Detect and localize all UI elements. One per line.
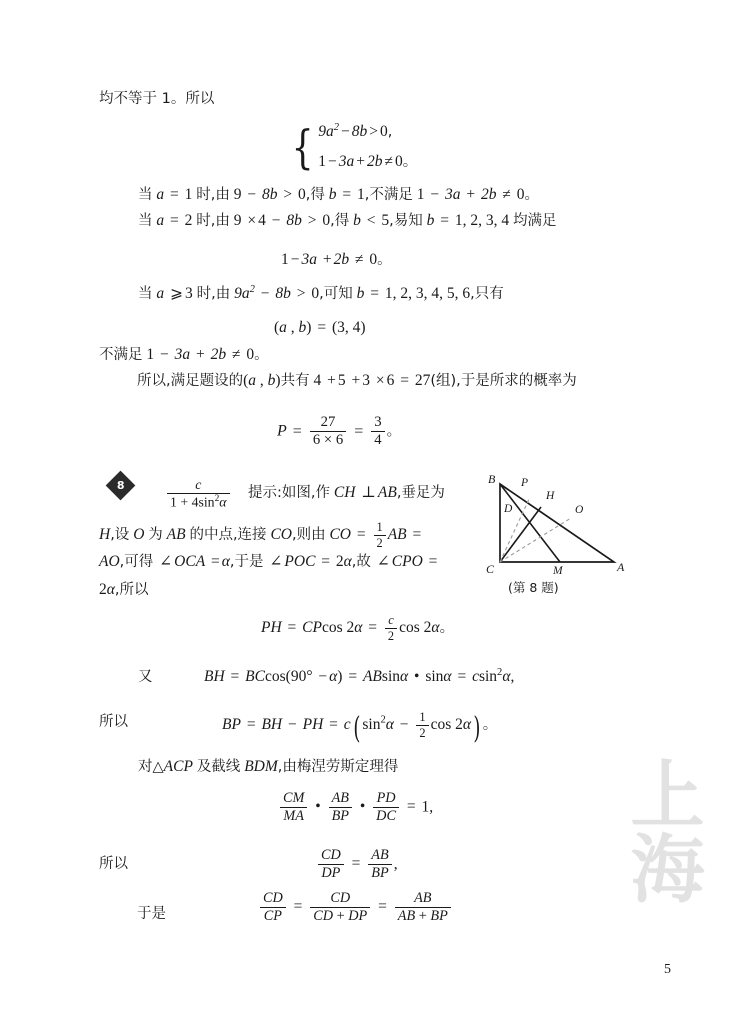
label-p: P [521,477,529,489]
equation-cd-dp: $\frac{CD}{DP}$ = $\frac{AB}{BP}$ , [316,847,398,882]
page-number: 5 [664,962,671,977]
problem-number-marker [106,471,136,501]
hint-line-4: 2α,所以 [99,581,149,598]
line-not-satisfy: 不满足 1 − 3a + 2b ≠ 0。 [99,346,269,363]
problem-number-label: 8 [116,479,125,492]
label-suoyi-1: 所以 [99,714,128,730]
label-you: 又 [138,669,153,685]
segment-c-to-p [500,507,541,562]
display-equation-2: (a , b) = (3, 4) [274,319,366,336]
hint-line-3: AO,可得 ∠ OCA = α,于是 ∠ POC = 2α,故 ∠ CPO = [99,553,438,570]
geometry-figure [478,470,628,580]
triangle-bca [500,484,614,562]
hint-line-1: 提示:如图,作 CH ⊥ AB,垂足为 [248,484,445,501]
label-c: C [486,562,495,575]
equation-bp: BP = BH − PH = c( $\sin^2\alpha$ − $\frac{1}{2}$ cos 2α) 。 [222,710,498,746]
equation-cd-cp: $\frac{CD}{CP}$ = $\frac{CD}{CD + DP}$ = $\frac{AB}{AB + BP}$ [258,890,453,925]
case-line-3: 当 a ⩾ 3 时,由 $9a^2 - 8b > 0$,可知 b = 1, 2, 3, 4, 5, 6,只有 [138,284,504,303]
line-menelaus-intro: 对△ACP 及截线 BDM,由梅涅劳斯定理得 [138,758,399,775]
case-line-1: 当 a = 1 时,由 9 − 8b > 0,得 b = 1,不满足 1 − 3a + 2b ≠ 0。 [138,186,539,203]
equation-bh: BH = BCcos(90° − α) = ABsinα • sinα = csin$^2$α, [204,667,515,686]
label-o: O [575,504,584,516]
label-a: A [617,560,625,574]
label-m: M [553,565,563,575]
probability-formula: P = $\frac{27}{6 \times 6}$ = $\frac{3}{4}$ 。 [277,414,402,449]
label-h: H [546,490,555,502]
watermark: 上海 [618,756,705,904]
equation-ph: PH = CPcos 2α = $\frac{c}{2}$ cos 2α。 [261,613,455,643]
equation-system [288,119,418,174]
figure-caption: (第 8 题) [508,580,559,595]
triangle-diagram-svg [478,470,628,575]
equation-menelaus: $\frac{CM}{MA}$ • $\frac{AB}{BP}$ • $\frac{PD}{DC}$ = 1, [278,790,433,825]
left-brace: { [291,119,314,174]
case-line-2: 当 a = 2 时,由 9 × 4 − 8b > 0,得 b < 5,易知 b = 1, 2, 3, 4 均满足 [138,212,557,229]
system-row-1: $9a^2 - 8b > 0$, [318,122,393,141]
system-row-2: 1 − 3a + 2b ≠ 0。 [318,153,418,171]
label-yushi: 于是 [137,906,166,922]
answer-fraction: $\frac{c}{1 + 4\sin^2\alpha}$ [165,477,232,511]
line-conclusion: 所以,满足题设的(a , b)共有 4 + 5 + 3 × 6 = 27(组),于是所求的概率为 [137,372,577,389]
label-suoyi-2: 所以 [99,856,128,872]
hint-line-2: H,设 O 为 AB 的中点,连接 CO,则由 CO = $\frac{1}{2}$ AB = [99,520,422,550]
paragraph-line-1: 均不等于 1。所以 [99,91,215,107]
label-b: B [488,472,496,486]
display-equation-1: 1 − 3a + 2b ≠ 0。 [281,251,392,268]
label-d: D [504,503,513,515]
